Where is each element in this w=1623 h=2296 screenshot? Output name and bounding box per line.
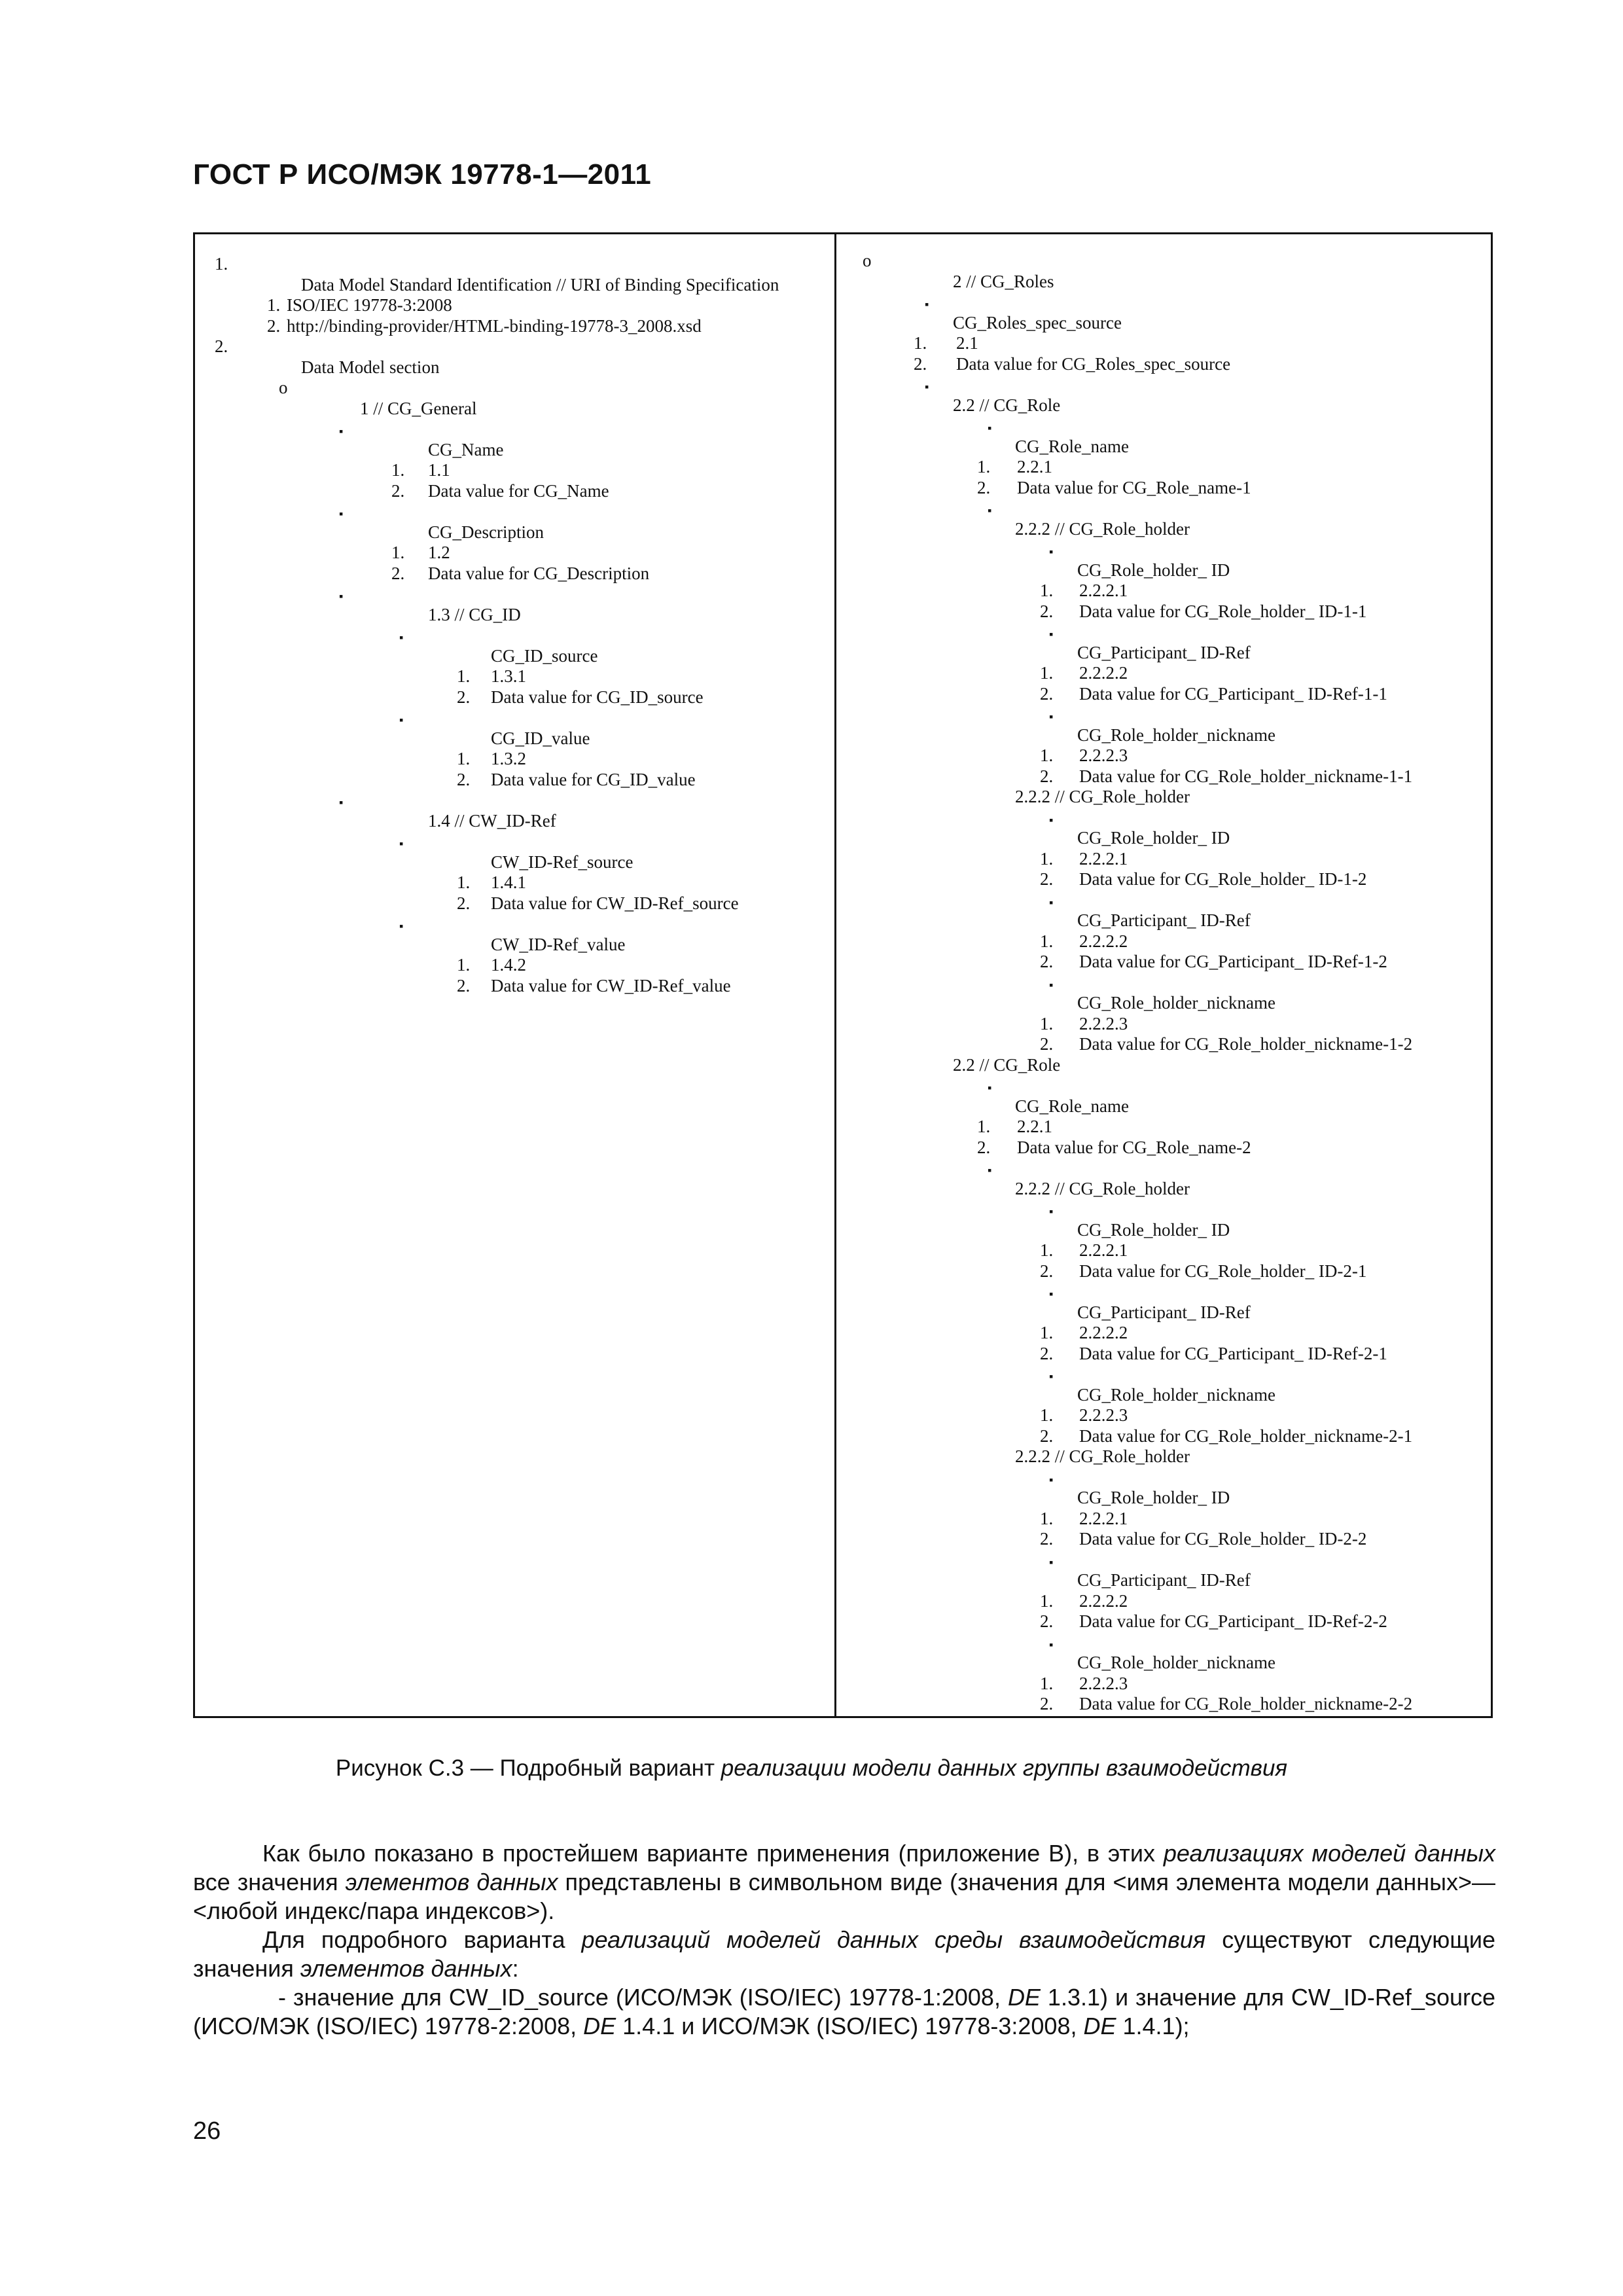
list-number: 1. bbox=[1040, 931, 1054, 951]
p3-run: 1.4.1); bbox=[1116, 2013, 1190, 2039]
list-number: 2. bbox=[215, 336, 228, 356]
right-outline-text: Data value for CG_Role_holder_ ID-1-1 bbox=[1079, 601, 1367, 621]
p3-run: DE bbox=[1007, 1984, 1041, 2011]
left-outline-text: 1.3.2 bbox=[491, 749, 526, 768]
list-number: 2. bbox=[267, 315, 281, 336]
list-number: 1. bbox=[267, 295, 281, 315]
square-bullet-icon: ▪ bbox=[1049, 978, 1054, 992]
p1-run: представлены в символьном виде (значения для <имя элемента модели данных>—<любой индекс/пара индексов>). bbox=[193, 1869, 1495, 1924]
square-bullet-icon: ▪ bbox=[1049, 1473, 1054, 1486]
square-bullet-icon: ▪ bbox=[1049, 813, 1054, 827]
left-outline-text: Data value for CW_ID-Ref_source bbox=[491, 893, 739, 913]
p3-run: 1.3.1) и значение для CW_ID-Ref_source (ИСО/МЭК (ISO/IEC) 19778-2:2008, bbox=[193, 1984, 1495, 2039]
list-number: 2. bbox=[1040, 1343, 1054, 1363]
right-outline-text: 2.2.2.2 bbox=[1079, 663, 1128, 683]
right-outline-text: Data value for CG_Participant_ ID-Ref-1-2 bbox=[1079, 952, 1387, 971]
square-bullet-icon: ▪ bbox=[1049, 1287, 1054, 1300]
list-number: 2. bbox=[457, 769, 471, 789]
square-bullet-icon: ▪ bbox=[1049, 628, 1054, 641]
right-outline-text: 2.2 // CG_Role bbox=[953, 1054, 1061, 1075]
left-outline-text: 1.3.1 bbox=[491, 666, 526, 686]
p1-run: элементов данных bbox=[345, 1869, 558, 1895]
square-bullet-icon: ▪ bbox=[1049, 1370, 1054, 1383]
square-bullet-icon: ▪ bbox=[339, 796, 344, 809]
list-number: 2. bbox=[1040, 1529, 1054, 1549]
list-number: 2. bbox=[1040, 1426, 1054, 1446]
right-outline-text: Data value for CG_Role_holder_ ID-2-2 bbox=[1079, 1529, 1367, 1549]
right-outline-text: CG_Participant_ ID-Ref bbox=[1077, 910, 1251, 930]
right-outline-text: CG_Role_holder_ ID bbox=[1077, 1219, 1230, 1240]
list-number: 2. bbox=[977, 1137, 991, 1157]
list-number: 2. bbox=[1040, 683, 1054, 704]
right-outline-text: 2.1 bbox=[956, 333, 978, 353]
left-outline-text: 1.3 // CG_ID bbox=[428, 604, 521, 624]
right-outline-text: Data value for CG_Role_holder_nickname-1-2 bbox=[1079, 1034, 1413, 1054]
p1-run: все значения bbox=[193, 1869, 346, 1895]
list-number: 1. bbox=[1040, 1323, 1054, 1342]
left-outline-text: ISO/IEC 19778-3:2008 bbox=[287, 295, 452, 315]
left-outline-text: Data Model section bbox=[301, 357, 440, 377]
left-outline-text: CG_Name bbox=[428, 439, 504, 459]
list-number: 2. bbox=[457, 893, 471, 913]
left-outline-text: CG_ID_value bbox=[491, 728, 590, 748]
p2-run: элементов данных bbox=[300, 1955, 512, 1982]
p1-run: реализациях моделей данных bbox=[1163, 1840, 1495, 1867]
right-outline-text: CG_Role_name bbox=[1015, 436, 1129, 456]
square-bullet-icon: ▪ bbox=[1049, 1638, 1054, 1651]
list-number: 2. bbox=[391, 563, 405, 583]
right-outline-text: Data value for CG_Participant_ ID-Ref-1-1 bbox=[1079, 683, 1387, 704]
right-outline-text: 2.2.2.1 bbox=[1079, 1240, 1128, 1260]
right-outline-text: CG_Role_holder_ ID bbox=[1077, 1488, 1230, 1507]
page-number: 26 bbox=[193, 2117, 221, 2145]
list-number: 1. bbox=[977, 1117, 991, 1136]
left-outline-text: Data Model Standard Identification // URI of Binding Specification bbox=[301, 274, 779, 295]
left-outline-text: Data value for CG_ID_value bbox=[491, 769, 696, 789]
right-outline-text: Data value for CG_Roles_spec_source bbox=[956, 353, 1231, 374]
right-outline-text: CG_Role_holder_nickname bbox=[1077, 1384, 1275, 1405]
left-outline-text: 1.4 // CW_ID-Ref bbox=[428, 810, 556, 831]
left-outline-text: http://binding-provider/HTML-binding-19778-3_2008.xsd bbox=[287, 315, 702, 336]
square-bullet-icon: ▪ bbox=[399, 631, 404, 644]
p2-run: Для подробного варианта bbox=[262, 1926, 582, 1953]
right-outline-text: Data value for CG_Role_holder_ ID-1-2 bbox=[1079, 869, 1367, 889]
right-outline-text: 2.2 // CG_Role bbox=[953, 395, 1061, 415]
right-outline-text: 2.2.2.2 bbox=[1079, 1323, 1128, 1342]
left-outline-text: 1.4.1 bbox=[491, 872, 526, 892]
square-bullet-icon: ▪ bbox=[339, 590, 344, 603]
list-number: 2. bbox=[1040, 1611, 1054, 1631]
right-outline-text: CG_Role_holder_ ID bbox=[1077, 560, 1230, 580]
list-number: 2. bbox=[1040, 601, 1054, 621]
right-outline-text: Data value for CG_Role_name-1 bbox=[1017, 477, 1251, 497]
left-outline-text: 1.2 bbox=[428, 543, 450, 562]
square-bullet-icon: ▪ bbox=[339, 507, 344, 520]
list-number: 2. bbox=[457, 975, 471, 996]
right-outline-text: 2.2.2.1 bbox=[1079, 848, 1128, 869]
right-outline-text: Data value for CG_Role_name-2 bbox=[1017, 1137, 1251, 1157]
square-bullet-icon: ▪ bbox=[1049, 545, 1054, 558]
list-number: 1. bbox=[457, 955, 471, 975]
list-number: 2. bbox=[977, 477, 991, 497]
list-number: 1. bbox=[457, 872, 471, 892]
list-number: 2. bbox=[1040, 766, 1054, 786]
left-outline-text: 1 // CG_General bbox=[360, 398, 477, 418]
list-number: 1. bbox=[1040, 1405, 1054, 1425]
list-number: 1. bbox=[1040, 848, 1054, 869]
right-outline-text: CG_Participant_ ID-Ref bbox=[1077, 1570, 1251, 1590]
p3-run: DE bbox=[583, 2013, 616, 2039]
left-outline-text: Data value for CG_Name bbox=[428, 480, 609, 501]
right-outline-text: 2 // CG_Roles bbox=[953, 271, 1054, 291]
list-number: 2. bbox=[1040, 952, 1054, 971]
list-number: 2. bbox=[457, 687, 471, 707]
figure-frame bbox=[193, 232, 1493, 1718]
right-outline-text: CG_Role_name bbox=[1015, 1096, 1129, 1116]
square-bullet-icon: ▪ bbox=[399, 837, 404, 850]
right-outline-text: CG_Participant_ ID-Ref bbox=[1077, 642, 1251, 662]
square-bullet-icon: ▪ bbox=[399, 920, 404, 933]
square-bullet-icon: ▪ bbox=[1049, 1205, 1054, 1218]
list-number: 2. bbox=[914, 353, 927, 374]
list-number: 1. bbox=[1040, 1013, 1054, 1033]
right-outline-text: 2.2.1 bbox=[1017, 1117, 1052, 1136]
right-outline-text: CG_Participant_ ID-Ref bbox=[1077, 1302, 1251, 1322]
right-outline-text: 2.2.2.2 bbox=[1079, 1590, 1128, 1611]
list-number: 2. bbox=[1040, 1034, 1054, 1054]
list-number: 2. bbox=[1040, 869, 1054, 889]
p2-run: существуют следующие значения bbox=[193, 1926, 1495, 1982]
circle-bullet-icon: o bbox=[279, 378, 288, 397]
right-outline-text: Data value for CG_Role_holder_nickname-2-1 bbox=[1079, 1426, 1413, 1446]
p1-run: Как было показано в простейшем варианте применения (приложение В), в этих bbox=[262, 1840, 1164, 1867]
list-number: 1. bbox=[1040, 1590, 1054, 1611]
square-bullet-icon: ▪ bbox=[925, 298, 929, 311]
p2-run: : bbox=[512, 1955, 519, 1982]
list-number: 1. bbox=[457, 749, 471, 768]
list-number: 1. bbox=[391, 543, 405, 562]
left-outline-text: 1.1 bbox=[428, 460, 450, 480]
figure-column-divider bbox=[834, 232, 836, 1718]
right-outline-text: 2.2.2.2 bbox=[1079, 931, 1128, 951]
left-outline-text: 1.4.2 bbox=[491, 955, 526, 975]
square-bullet-icon: ▪ bbox=[399, 713, 404, 726]
list-number: 2. bbox=[391, 480, 405, 501]
right-outline-text: Data value for CG_Role_holder_nickname-1-1 bbox=[1079, 766, 1413, 786]
p2-run: реализаций моделей данных среды взаимодействия bbox=[581, 1926, 1206, 1953]
caption-prefix: Рисунок С.3 — Подробный вариант bbox=[335, 1755, 721, 1781]
right-outline-text: 2.2.2 // CG_Role_holder bbox=[1015, 787, 1190, 806]
right-outline-text: CG_Roles_spec_source bbox=[953, 312, 1122, 332]
circle-bullet-icon: o bbox=[863, 251, 872, 270]
right-outline-text: 2.2.2.1 bbox=[1079, 1508, 1128, 1528]
list-number: 1. bbox=[977, 457, 991, 476]
list-number: 2. bbox=[1040, 1694, 1054, 1713]
page-header: ГОСТ Р ИСО/МЭК 19778-1—2011 bbox=[193, 158, 652, 190]
paragraph-1 bbox=[193, 1839, 1495, 1926]
p3-run: - значение для CW_ID_source (ИСО/МЭК (ISO/IEC) 19778-1:2008, bbox=[278, 1984, 1008, 2011]
figure-caption bbox=[0, 1755, 1623, 1782]
left-outline-text: Data value for CG_ID_source bbox=[491, 687, 704, 707]
paragraph-3 bbox=[193, 1983, 1495, 2041]
right-outline-text: 2.2.2 // CG_Role_holder bbox=[1015, 1446, 1190, 1466]
list-number: 1. bbox=[1040, 581, 1054, 600]
list-number: 1. bbox=[457, 666, 471, 686]
square-bullet-icon: ▪ bbox=[925, 380, 929, 393]
list-number: 2. bbox=[1040, 1261, 1054, 1281]
right-outline-text: CG_Role_holder_nickname bbox=[1077, 725, 1275, 745]
square-bullet-icon: ▪ bbox=[1049, 1555, 1054, 1569]
right-outline-text: 2.2.2.3 bbox=[1079, 1673, 1128, 1693]
right-outline-text: Data value for CG_Participant_ ID-Ref-2-1 bbox=[1079, 1343, 1387, 1363]
square-bullet-icon: ▪ bbox=[988, 422, 992, 435]
list-number: 1. bbox=[1040, 1508, 1054, 1528]
list-number: 1. bbox=[215, 254, 228, 274]
p3-run: DE bbox=[1083, 2013, 1116, 2039]
left-outline-text: CG_ID_source bbox=[491, 645, 598, 666]
paragraph-2 bbox=[193, 1926, 1495, 1983]
list-number: 1. bbox=[914, 333, 927, 353]
square-bullet-icon: ▪ bbox=[988, 504, 992, 517]
right-outline-text: 2.2.2 // CG_Role_holder bbox=[1015, 1178, 1190, 1198]
caption-italic: реализации модели данных группы взаимодействия bbox=[721, 1755, 1288, 1781]
square-bullet-icon: ▪ bbox=[1049, 895, 1054, 909]
left-outline-text: Data value for CG_Description bbox=[428, 563, 650, 583]
right-outline-text: 2.2.2.3 bbox=[1079, 1405, 1128, 1425]
right-outline-text: CG_Role_holder_nickname bbox=[1077, 1653, 1275, 1672]
right-outline-text: Data value for CG_Role_holder_ ID-2-1 bbox=[1079, 1261, 1367, 1281]
right-outline-text: 2.2.1 bbox=[1017, 457, 1052, 476]
right-outline-text: 2.2.2.3 bbox=[1079, 1013, 1128, 1033]
square-bullet-icon: ▪ bbox=[988, 1081, 992, 1094]
square-bullet-icon: ▪ bbox=[1049, 710, 1054, 723]
list-number: 1. bbox=[391, 460, 405, 480]
left-outline-text: CW_ID-Ref_value bbox=[491, 934, 626, 954]
right-outline-text: Data value for CG_Role_holder_nickname-2-2 bbox=[1079, 1694, 1413, 1713]
square-bullet-icon: ▪ bbox=[988, 1164, 992, 1177]
left-outline-text: CG_Description bbox=[428, 522, 544, 542]
list-number: 1. bbox=[1040, 663, 1054, 683]
right-outline-text: 2.2.2 // CG_Role_holder bbox=[1015, 518, 1190, 539]
left-outline-text: Data value for CW_ID-Ref_value bbox=[491, 975, 731, 996]
list-number: 1. bbox=[1040, 1240, 1054, 1260]
right-outline-text: CG_Role_holder_ ID bbox=[1077, 828, 1230, 848]
right-outline-text: 2.2.2.1 bbox=[1079, 581, 1128, 600]
left-outline-text: CW_ID-Ref_source bbox=[491, 852, 633, 872]
right-outline-text: CG_Role_holder_nickname bbox=[1077, 993, 1275, 1013]
right-outline-text: 2.2.2.3 bbox=[1079, 745, 1128, 765]
square-bullet-icon: ▪ bbox=[339, 425, 344, 438]
list-number: 1. bbox=[1040, 745, 1054, 765]
p3-run: 1.4.1 и ИСО/МЭК (ISO/IEC) 19778-3:2008, bbox=[616, 2013, 1084, 2039]
right-outline-text: Data value for CG_Participant_ ID-Ref-2-2 bbox=[1079, 1611, 1387, 1631]
list-number: 1. bbox=[1040, 1673, 1054, 1693]
